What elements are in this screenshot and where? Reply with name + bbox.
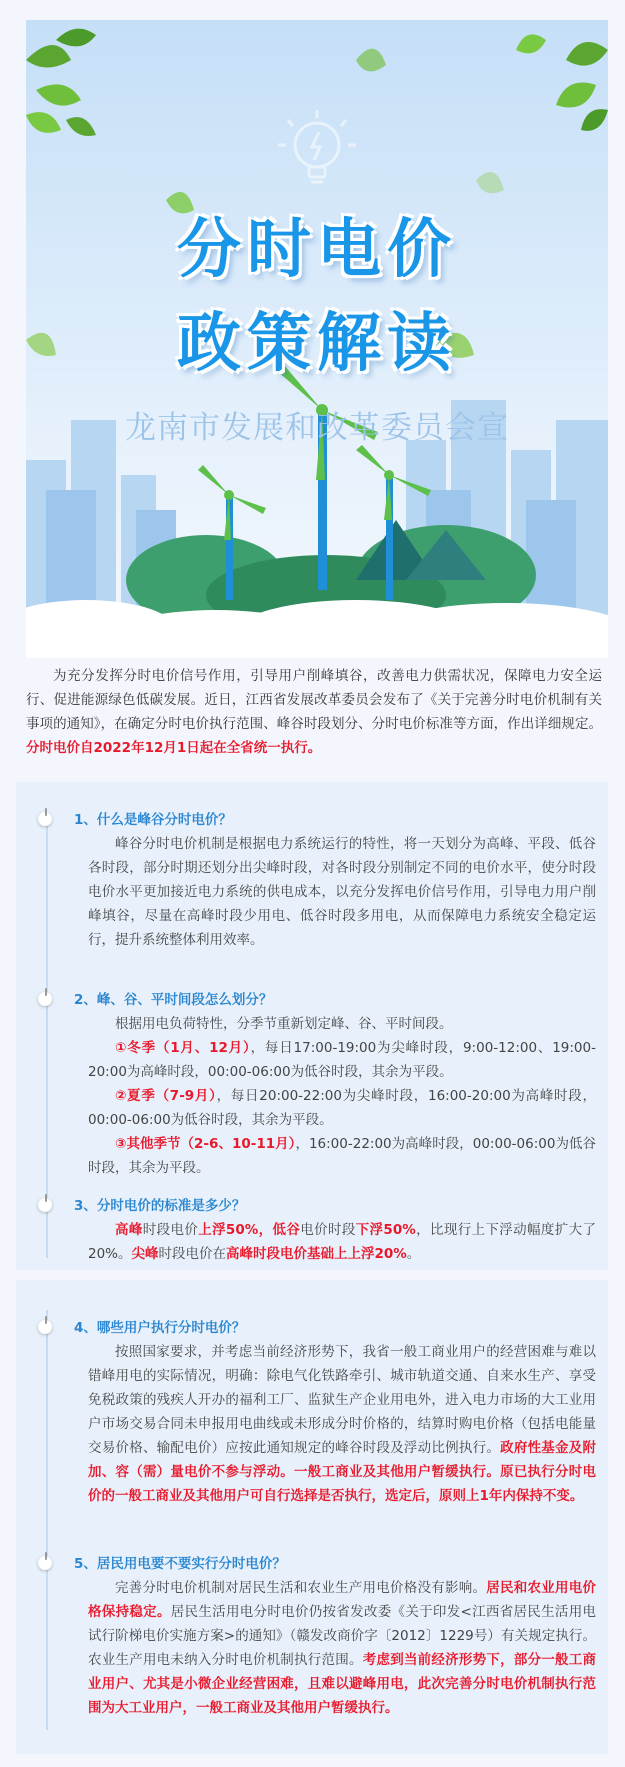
peak-rate: 上浮50%	[198, 1222, 259, 1238]
pin-icon	[38, 1198, 52, 1212]
question-3-body	[88, 1218, 596, 1266]
question-1-body	[88, 832, 596, 952]
question-2	[16, 988, 608, 1180]
question-5-highlight-1: 居民和农业用电价格保持稳定。	[88, 1580, 596, 1620]
sharp-peak-rate: 高峰时段电价基础上上浮20%	[226, 1246, 407, 1262]
other-season-text: ，16:00-22:00为高峰时段，00:00-06:00为低谷时段，其余为平段。	[88, 1136, 596, 1176]
q3-text-8: ，比现行上下浮动幅度扩大了20%。	[88, 1222, 596, 1262]
question-4-body-text: 按照国家要求，并考虑当前经济形势下，我省一般工商业用户的经营困难与难以错峰用电的实际情况，明确：除电气化铁路牵引、城市轨道交通、自来水生产、享受免税政策的残疾人开办的福利工厂、监狱生产企业用电外，进入电力市场的大工业用户市场交易合同未申报用电曲线或未形成分时价格的，结算时购电价格（包括电能量交易价格、输配电价）应按此通知规定的峰谷时段及浮动比例执行。	[88, 1344, 596, 1456]
summer-text: ，每日20:00-22:00为尖峰时段，16:00-20:00为高峰时段，00:00-06:00为低谷时段，其余为平段。	[88, 1088, 596, 1128]
question-5	[16, 1552, 608, 1720]
other-season-label: ③其他季节（2-6、10-11月）	[115, 1136, 296, 1152]
qa-card-1	[16, 782, 608, 1270]
q3-text-6: 电价时段	[300, 1222, 356, 1238]
valley-rate: 下浮50%	[355, 1222, 416, 1238]
question-2-body	[88, 1012, 596, 1180]
clouds-bottom	[26, 600, 608, 658]
question-2-title: 2、峰、谷、平时间段怎么划分？	[74, 992, 273, 1008]
question-2-winter	[88, 1036, 596, 1084]
question-5-text	[88, 1576, 596, 1720]
q3-period: 。	[406, 1246, 421, 1262]
winter-label: ①冬季（1月、12月）	[115, 1040, 251, 1056]
peak-label: 高峰	[115, 1222, 143, 1238]
question-4-text	[88, 1340, 596, 1508]
question-4	[16, 1316, 608, 1508]
pin-icon	[38, 812, 52, 826]
question-3-text	[88, 1218, 596, 1266]
qa-card-2	[16, 1280, 608, 1754]
summer-label: ②夏季（7-9月）	[115, 1088, 217, 1104]
banner-image	[26, 20, 608, 658]
question-3	[16, 1194, 608, 1266]
pin-icon	[38, 1320, 52, 1334]
question-4-highlight: 政府性基金及附加、容（需）量电价不参与浮动。一般工商业及其他用户暂缓执行。原已执行分时电价的一般工商业及其他用户可自行选择是否执行，选定后，原则上1年内保持不变。	[88, 1440, 597, 1504]
leaves-top-right	[516, 34, 608, 130]
question-2-other	[88, 1132, 596, 1180]
pin-icon	[38, 1556, 52, 1570]
question-5-title: 5、居民用电要不要实行分时电价？	[74, 1556, 286, 1572]
q3-comma: ，	[258, 1222, 273, 1238]
question-4-title: 4、哪些用户执行分时电价？	[74, 1320, 246, 1336]
intro-highlight: 分时电价自2022年12月1日起在全省统一执行。	[26, 740, 322, 756]
banner-title-line1: 分时电价	[177, 213, 457, 287]
question-4-body	[88, 1340, 596, 1508]
q3-text-10: 时段电价在	[158, 1246, 227, 1262]
banner-org-watermark: 龙南市发展和改革委员会宣	[125, 410, 509, 446]
question-5-body	[88, 1576, 596, 1720]
lightbulb-icon	[278, 110, 356, 182]
sharp-peak-label: 尖峰	[131, 1246, 159, 1262]
question-1	[16, 808, 608, 952]
question-1-title: 1、什么是峰谷分时电价？	[74, 812, 232, 828]
question-5-body-1: 完善分时电价机制对居民生活和农业生产用电价格没有影响。	[115, 1580, 487, 1596]
intro-text: 为充分发挥分时电价信号作用，引导用户削峰填谷，改善电力供需状况，保障电力安全运行、促进能源绿色低碳发展。近日，江西省发展改革委员会发布了《关于完善分时电价机制有关事项的通知》，在确定分时电价执行范围、峰谷时段划分、分时电价标准等方面，作出详细规定。	[26, 668, 602, 732]
question-1-text: 峰谷分时电价机制是根据电力系统运行的特性，将一天划分为高峰、平段、低谷各时段，部分时期还划分出尖峰时段，对各时段分别制定不同的电价水平，使分时段电价水平更加接近电力系统的供电成本，以充分发挥电价信号作用，引导电力用户削峰填谷，尽量在高峰时段少用电、低谷时段多用电，从而保障电力系统安全稳定运行，提升系统整体利用效率。	[88, 836, 596, 948]
question-5-body-2: 居民生活用电分时电价仍按省发改委《关于印发<江西省居民生活用电试行阶梯电价实施方案>的通知》（赣发改商价字〔2012〕1229号）有关规定执行。农业生产用电未纳入分时电价机制执行范围。	[88, 1604, 596, 1668]
question-5-highlight-2: 考虑到当前经济形势下，部分一般工商业用户、尤其是小微企业经营困难，且难以避峰用电，此次完善分时电价机制执行范围为大工业用户，一般工商业及其他用户暂缓执行。	[88, 1652, 597, 1716]
banner-title-line2: 政策解读	[177, 307, 457, 381]
intro-paragraph	[26, 664, 602, 760]
winter-text: ，每日17:00-19:00为尖峰时段，9:00-12:00、19:00-20:00为高峰时段，00:00-06:00为低谷时段，其余为平段。	[88, 1040, 596, 1080]
pin-icon	[38, 992, 52, 1006]
question-2-summer	[88, 1084, 596, 1132]
q3-text-2: 时段电价	[142, 1222, 199, 1238]
valley-label: 低谷	[272, 1222, 301, 1238]
question-2-lead: 根据用电负荷特性，分季节重新划定峰、谷、平时间段。	[115, 1016, 453, 1032]
question-3-title: 3、分时电价的标准是多少？	[74, 1198, 246, 1214]
leaves-top-left	[26, 29, 96, 136]
